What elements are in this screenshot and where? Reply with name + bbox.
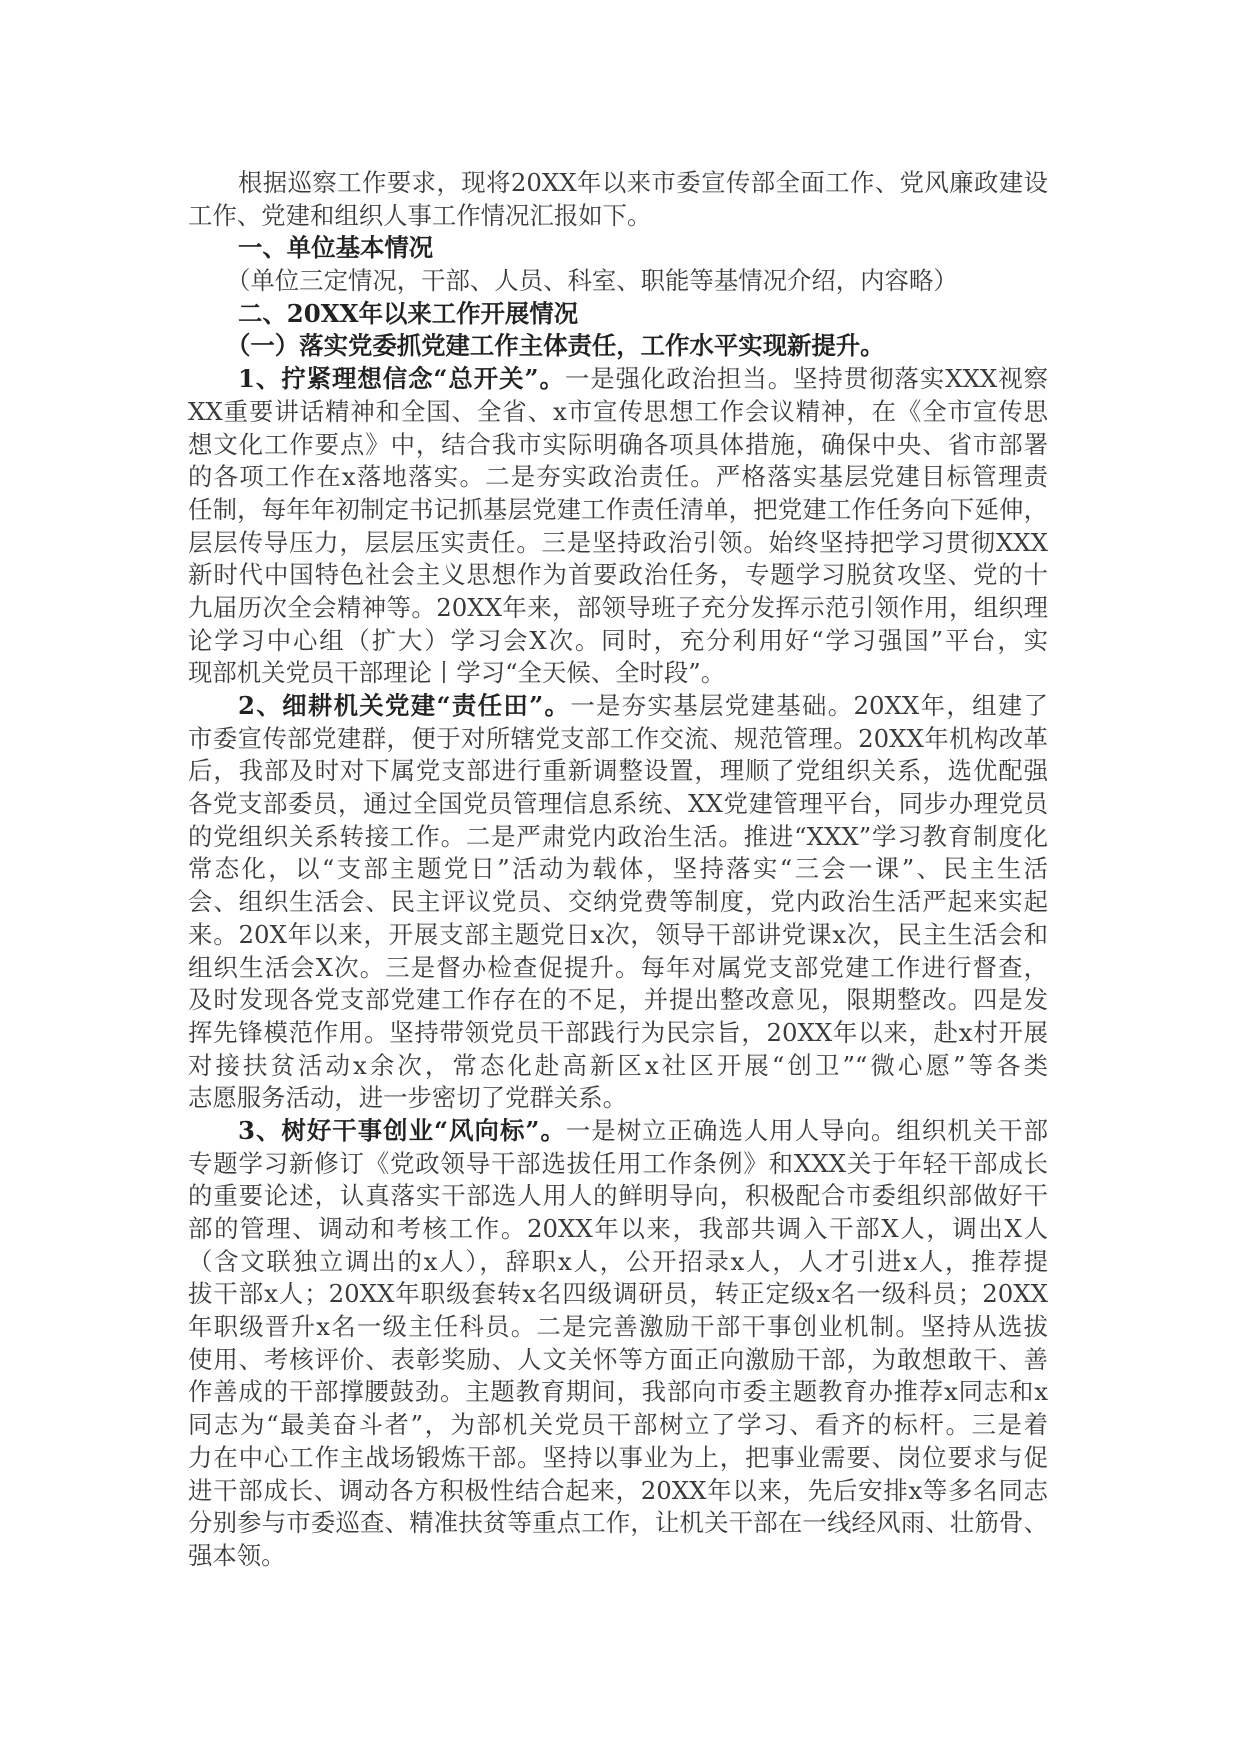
- text-line: 年职级晋升x名一级主任科员。二是完善激励干部干事创业机制。坚持从选拔: [188, 1312, 1048, 1342]
- text-line: 会、组织生活会、民主评议党员、交纳党费等制度，党内政治生活严起来实起: [188, 887, 1048, 917]
- text-line: 九届历次全会精神等。20XX年来，部领导班子充分发挥示范引领作用，组织理: [188, 592, 1048, 622]
- text-line: 挥先锋模范作用。坚持带领党员干部践行为民宗旨，20XX年以来，赴x村开展: [188, 1017, 1048, 1047]
- text-line: 组织生活会X次。三是督办检查促提升。每年对属党支部党建工作进行督查，: [188, 952, 1048, 982]
- text-line: 部的管理、调动和考核工作。20XX年以来，我部共调入干部X人，调出X人: [188, 1214, 1048, 1243]
- text-line: 同志为“最美奋斗者”，为部机关党员干部树立了学习、看齐的标杆。三是着: [188, 1410, 1048, 1440]
- text-line: 及时发现各党支部党建工作存在的不足，并提出整改意见，限期整改。四是发: [188, 985, 1048, 1015]
- text-line: 作善成的干部撑腰鼓劲。主题教育期间，我部向市委主题教育办推荐x同志和x: [188, 1377, 1048, 1407]
- text-line: XX重要讲话精神和全国、全省、x市宣传思想工作会议精神，在《全市宣传思: [188, 396, 1048, 426]
- text-line: 常态化，以“支部主题党日”活动为载体，坚持落实“三会一课”、民主生活: [188, 854, 1048, 884]
- text-line: 分别参与市委巡查、精准扶贫等重点工作，让机关干部在一线经风雨、壮筋骨、: [188, 1508, 1048, 1538]
- text-line: 的各项工作在x落地落实。二是夯实政治责任。严格落实基层党建目标管理责: [188, 462, 1048, 492]
- item-title: 1、拧紧理想信念“总开关”。: [238, 364, 565, 394]
- item-title: 2、细耕机关党建“责任田”。: [238, 691, 571, 720]
- text-line: （含文联独立调出的x人），辞职x人，公开招录x人，人才引进x人，推荐提: [188, 1246, 1048, 1276]
- item3-paragraph: [188, 1115, 1048, 1573]
- text-line: 新时代中国特色社会主义思想作为首要政治任务，专题学习脱贫攻坚、党的十: [188, 560, 1048, 590]
- text-line: 对接扶贫活动x余次，常态化赴高新区x社区开展“创卫”“微心愿”等各类: [188, 1050, 1048, 1080]
- item-text: 一是强化政治担当。坚持贯彻落实XXX视察: [564, 364, 1049, 394]
- text-line: 后，我部及时对下属党支部进行重新调整设置，理顺了党组织关系，选优配强: [188, 756, 1048, 786]
- text-line: 现部机关党员干部理论丨学习“全天候、全时段”。: [188, 658, 726, 688]
- text-line: 专题学习新修订《党政领导干部选拔任用工作条例》和XXX关于年轻干部成长: [188, 1148, 1048, 1178]
- text-line: 力在中心工作主战场锻炼干部。坚持以事业为上，把事业需要、岗位要求与促: [188, 1442, 1048, 1472]
- text-line: 市委宣传部党建群，便于对所辖党支部工作交流、规范管理。20XX年机构改革: [188, 723, 1048, 753]
- item2-paragraph: [188, 690, 1048, 1115]
- text-line: 的重要论述，认真落实干部选人用人的鲜明导向，积极配合市委组织部做好干: [188, 1181, 1048, 1211]
- item-text: 一是树立正确选人用人导向。组织机关干部: [565, 1115, 1048, 1145]
- text-line: 使用、考核评价、表彰奖励、人文关怀等方面正向激励干部，为敢想敢干、善: [188, 1344, 1048, 1374]
- document-page: [188, 167, 1048, 1573]
- item-title: 3、树好干事创业“风向标”。: [238, 1115, 566, 1145]
- text-line: 的党组织关系转接工作。二是严肃党内政治生活。推进“XXX”学习教育制度化: [188, 821, 1048, 851]
- text-line: [188, 1115, 1048, 1148]
- section-heading-2: 二、20XX年以来工作开展情况: [238, 298, 579, 328]
- subsection-heading-1: （一）落实党委抓党建工作主体责任，工作水平实现新提升。: [226, 331, 885, 361]
- item1-paragraph: [188, 363, 1048, 690]
- intro-paragraph: [188, 167, 1048, 232]
- text-line: 各党支部委员，通过全国党员管理信息系统、XX党建管理平台，同步办理党员: [188, 789, 1048, 819]
- text-line: 层层传导压力，层层压实责任。三是坚持政治引领。始终坚持把学习贯彻XXX: [188, 527, 1048, 557]
- text-line: [188, 690, 1048, 723]
- text-line: 论学习中心组（扩大）学习会X次。同时，充分利用好“学习强国”平台，实: [188, 625, 1048, 655]
- text-line: 根据巡察工作要求，现将20XX年以来市委宣传部全面工作、党风廉政建设: [238, 168, 1048, 197]
- item-text: 一是夯实基层党建基础。20XX年，组建了: [570, 691, 1049, 720]
- text-line: 志愿服务活动，进一步密切了党群关系。: [188, 1083, 628, 1113]
- text-line: 拔干部x人；20XX年职级套转x名四级调研员，转正定级x名一级科员；20XX: [188, 1279, 1048, 1309]
- text-line: [188, 363, 1048, 396]
- text-line: 想文化工作要点》中，结合我市实际明确各项具体措施，确保中央、省市部署: [188, 429, 1048, 459]
- section-heading-1: 一、单位基本情况: [238, 233, 434, 263]
- section-note: （单位三定情况，干部、人员、科室、职能等基情况介绍，内容略）: [226, 266, 958, 296]
- text-line: 强本领。: [188, 1540, 286, 1570]
- text-line: 进干部成长、调动各方积极性结合起来，20XX年以来，先后安排x等多名同志: [188, 1475, 1048, 1505]
- text-line: 任制，每年年初制定书记抓基层党建工作责任清单，把党建工作任务向下延伸，: [188, 494, 1048, 524]
- text-line: 来。20X年以来，开展支部主题党日x次，领导干部讲党课x次，民主生活会和: [188, 919, 1048, 949]
- text-line: 工作、党建和组织人事工作情况汇报如下。: [188, 200, 652, 230]
